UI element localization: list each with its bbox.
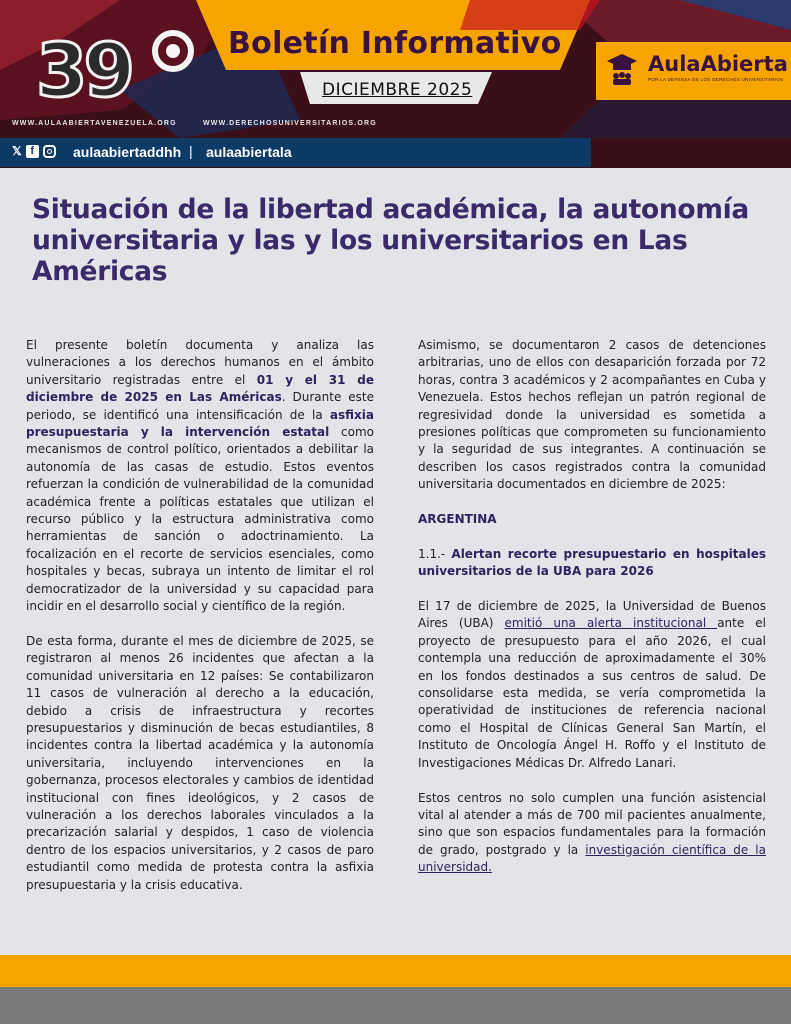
budget-highlight: asfixia presupuestaria y la intervención estatal [26, 407, 374, 440]
case-text-1: El 17 de diciembre de 2025, la Universidad de Buenos Aires (UBA) [418, 599, 766, 631]
right-column [418, 337, 766, 894]
facebook-icon[interactable]: f [26, 145, 39, 158]
intro-text-2: . Durante este periodo, se identificó una intensificación de la [26, 390, 374, 422]
date-range-highlight: 01 y el 31 de diciembre de 2025 en Las Américas [26, 372, 374, 405]
case-title: Alertan recorte presupuestario en hospitales universitarios de la UBA para 2026 [418, 546, 766, 579]
brand-name: AulaAbierta [648, 52, 788, 76]
bulletin-title: Boletín Informativo [228, 26, 562, 61]
centers-text: Estos centros no solo cumplen una función asistencial vital al atender a más de 700 mil pacientes anualmente, sino que son espacios fundamentales para la formación de grado, postgrado y la [418, 790, 766, 857]
country-heading: ARGENTINA [418, 512, 497, 527]
social-handle-primary[interactable]: aulaabiertaddhh [73, 144, 182, 160]
intro-text-3: como mecanismos de control político, orientados a debilitar la autonomía de las casas de estudio. Estos eventos refuerzan la condición de vulnerabilidad de la comunidad académica frente a políticas estatales que utilizan el recurso público y la estructura administrativa como herramientas de sanción o adoctrinamiento. La focalización en el recorte de servicios esenciales, como hospitales y becas, subraya un intento de limitar el rol democratizador de la universidad y su capacidad para incidir en el desarrollo social y científico de la región. [26, 425, 374, 614]
incidents-paragraph: De esta forma, durante el mes de diciembre de 2025, se registraron al menos 26 incidentes que afectan a la comunidad universitaria en 12 países: Se contabilizaron 11 casos de vulneración al derecho a la educación, debido a crisis de infraestructura y recortes presupuestarios y disminución de becas estudiantiles, 8 incidentes contra la libertad académica y la autonomía universitaria, incluyendo intervenciones en la gobernanza, procesos electorales y cambios de identidad institucional con fines ideológicos, y 2 casos de vulneración a los derechos laborales vinculados a la precarización salarial y despidos, 1 caso de violencia dentro de los espacios universitarios, y 2 casos de paro estudiantil como medida de protesta contra la asfixia presupuestaria y la crisis educativa. [26, 633, 374, 892]
case-paragraph [418, 598, 766, 772]
alert-link[interactable]: emitió una alerta institucional [504, 616, 718, 631]
intro-paragraph [26, 337, 374, 616]
graduation-cap-logo-icon [606, 52, 638, 86]
instagram-icon[interactable] [43, 145, 56, 158]
brand-tagline: POR LA DEFENSA DE LOS DERECHOS UNIVERSITARIOS [648, 77, 784, 82]
degree-icon [152, 30, 194, 72]
centers-paragraph [418, 790, 766, 877]
x-icon[interactable]: 𝕏 [12, 144, 22, 158]
intro-text-1: El presente boletín documenta y analiza las vulneraciones a los derechos humanos en el ámbito universitario registradas entre el [26, 338, 374, 387]
case-text-2: ante el proyecto de presupuesto para el año 2026, el cual contempla una reducción de aproximadamente el 30% en los fondos destinados a sus centros de salud. De consolidarse esta medida, se vería comprometida la operatividad de instituciones de referencia nacional como el Hospital de Clínicas General San Martín, el Instituto de Oncología Ángel H. Roffo y el Instituto de Investigaciones Médicas Dr. Alfredo Lanari. [418, 616, 767, 770]
handle-separator: | [189, 143, 193, 159]
case-number: 1.1.- [418, 546, 452, 561]
issue-number: 39 [36, 28, 131, 114]
footer-bar [0, 987, 791, 1024]
bulletin-date: DICIEMBRE 2025 [322, 80, 473, 100]
detentions-paragraph: Asimismo, se documentaron 2 casos de detenciones arbitrarias, uno de ellos con desaparición forzada por 72 horas, contra 3 académicos y 2 acompañantes en Cuba y Venezuela. Estos hechos reflejan un patrón regional de regresividad donde la universidad es sometida a presiones políticas que comprometen su funcionamiento y la seguridad de sus integrantes. A continuación se describen los casos registrados contra la comunidad universitaria documentados en diciembre de 2025: [418, 338, 766, 492]
page-title: Situación de la libertad académica, la autonomía universitaria y las y los universitarios en Las Américas [32, 194, 750, 287]
footer-accent-band [0, 955, 791, 987]
website-link-1[interactable]: WWW.AULAABIERTAVENEZUELA.ORG [12, 120, 177, 127]
social-icons [12, 144, 56, 158]
left-column [26, 337, 374, 911]
case-heading [418, 546, 766, 581]
social-handle-secondary[interactable]: aulaabiertala [206, 144, 292, 160]
research-link[interactable]: investigación científica de la universidad. [418, 842, 766, 875]
website-link-2[interactable]: WWW.DERECHOSUNIVERSITARIOS.ORG [203, 120, 377, 127]
